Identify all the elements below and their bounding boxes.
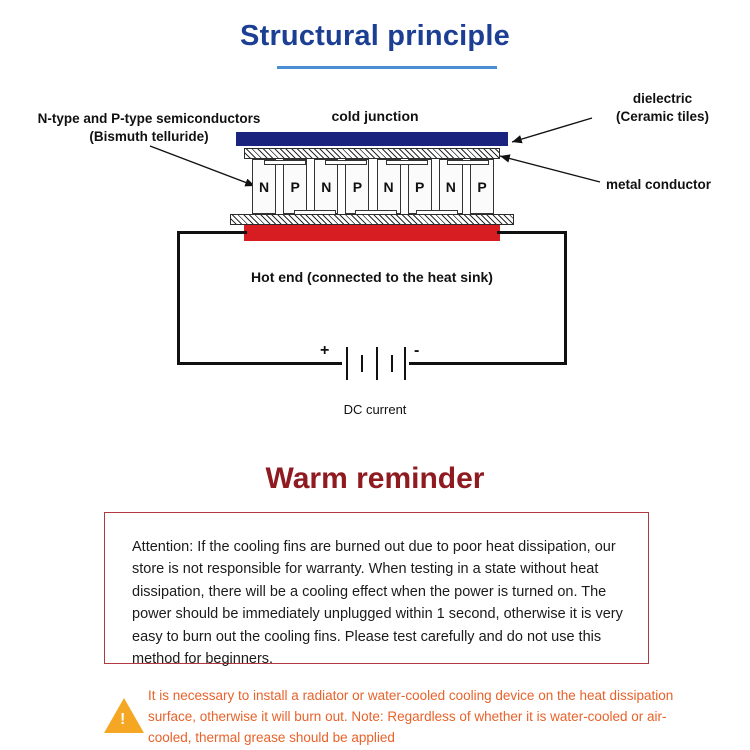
circuit-wire [177,231,180,365]
warning-text: It is necessary to install a radiator or water-cooled cooling device on the heat dissipation surface, otherwise it will burn out. Note: Regardless of whether it is water-cooled or air-cooled, thermal grease should be applied [148,688,674,745]
battery-plate [361,355,363,372]
ceramic-tile-top [244,148,500,159]
circuit-wire [177,231,247,234]
circuit-wire [177,362,342,365]
circuit-wire [564,231,567,365]
ceramic-tile-bottom [230,214,514,225]
battery-plate [346,347,348,380]
circuit-wire [409,362,567,365]
pellet: P [408,159,432,214]
label-dielectric [580,90,745,126]
label-cold-junction: cold junction [331,108,419,124]
label-dc-current: DC current [343,402,407,417]
pellet: P [345,159,369,214]
metal-conductor-link [264,160,306,165]
pellet: N [252,159,276,214]
pellet: P [470,159,494,214]
label-hot-end: Hot end (connected to the heat sink) [251,269,493,285]
circuit-wire [497,231,567,234]
warm-reminder-title: Warm reminder [265,462,485,495]
battery-positive-sign: + [320,342,330,359]
battery-plate [376,347,378,380]
cold-junction-bar [236,132,508,146]
title-underline [277,66,497,69]
pellet: N [377,159,401,214]
semiconductor-pellet-row [252,159,494,214]
label-dielectric-line2: (Ceramic tiles) [615,109,710,125]
page-title: Structural principle [240,20,510,52]
pellet: P [283,159,307,214]
hot-end-bar [244,225,500,241]
notice-text: Attention: If the cooling fins are burned out due to poor heat dissipation, our store is not responsible for warranty. When testing in a state without heat dissipation, there will be a cooling effect when the power is turned on. The power should be immediately unplugged within 1 second, otherwise it is very easy to burn out the cooling fins. Please test carefully and do not use this method for beginners. [132,539,623,668]
label-metal-conductor: metal conductor [606,177,712,192]
label-semiconductors-line1: N-type and P-type semiconductors [37,111,261,126]
battery-plate [391,355,393,372]
metal-conductor-link [447,160,489,165]
battery-plate [404,347,406,380]
pellet: N [314,159,338,214]
label-dielectric-line1: dielectric [632,91,693,106]
warning-exclamation-icon: ! [120,711,126,728]
metal-conductor-link [325,160,367,165]
label-semiconductors-line2: (Bismuth telluride) [89,129,209,145]
metal-conductor-link [386,160,428,165]
pellet: N [439,159,463,214]
battery-negative-sign: - [414,342,420,359]
structural-principle-diagram [0,84,750,434]
